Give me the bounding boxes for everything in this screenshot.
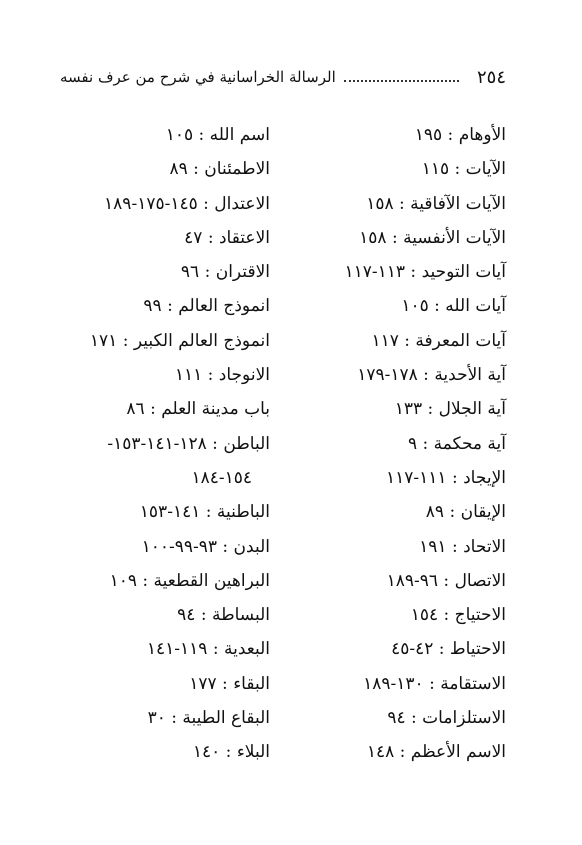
- index-entry: الآيات : ١١٥: [421, 159, 506, 180]
- page-number: ٢٥٤: [476, 66, 506, 88]
- index-entry: الاعتدال : ١٤٥-١٧٥-١٨٩: [104, 193, 270, 214]
- index-entry: آيات الله : ١٠٥: [401, 296, 506, 317]
- index-entry: الاقتران : ٩٦: [180, 262, 270, 283]
- index-entry: البقاء : ١٧٧: [189, 673, 270, 694]
- index-entry: الاتصال : ٩٦-١٨٩: [386, 570, 506, 591]
- index-column-right: [296, 118, 506, 770]
- index-entry: اسم الله : ١٠٥: [165, 125, 270, 145]
- index-entry: الآيات الأنفسية : ١٥٨: [359, 227, 506, 248]
- index-entry: البعدية : ١١٩-١٤١: [146, 639, 270, 660]
- index-column-left: [60, 118, 270, 770]
- index-entry: آية الجلال : ١٣٣: [394, 399, 506, 420]
- index-entry: الاستلزامات : ٩٤: [387, 708, 506, 729]
- index-entry: الباطن : ١٢٨-١٤١-١٥٣-: [107, 433, 270, 454]
- index-entry: انموذج العالم الكبير : ١٧١: [89, 330, 270, 351]
- index-entry: الآيات الآفاقية : ١٥٨: [366, 193, 506, 214]
- index-entry: البساطة : ٩٤: [177, 605, 270, 626]
- index-entry: باب مدينة العلم : ٨٦: [126, 399, 270, 420]
- index-entry: آيات المعرفة : ١١٧: [371, 330, 506, 351]
- dotted-leader: [344, 72, 459, 82]
- index-entry: الاحتياط : ٤٢-٤٥: [391, 639, 506, 660]
- page-header: [60, 64, 506, 90]
- index-entry: البدن : ٩٣-٩٩-١٠٠: [141, 536, 270, 557]
- index-columns: [60, 118, 506, 768]
- index-entry: الأوهام : ١٩٥: [414, 125, 506, 145]
- index-entry: الإيقان : ٨٩: [425, 502, 506, 523]
- index-entry: الاتحاد : ١٩١: [419, 536, 506, 557]
- index-entry: آية محكمة : ٩: [407, 433, 506, 454]
- index-entry: الاسم الأعظم : ١٤٨: [366, 742, 506, 763]
- index-entry: آية الأحدية : ١٧٨-١٧٩: [357, 365, 506, 386]
- index-entry: الاطمئنان : ٨٩: [169, 159, 270, 180]
- index-entry: البلاء : ١٤٠: [192, 742, 270, 763]
- running-title: الرسالة الخراسانية في شرح من عرف نفسه: [60, 68, 336, 86]
- index-entry: الاعتقاد : ٤٧: [184, 227, 270, 248]
- index-entry: آيات التوحيد : ١١٣-١١٧: [344, 262, 506, 283]
- index-entry: انموذج العالم : ٩٩: [143, 296, 270, 317]
- index-entry: البقاع الطيبة : ٣٠: [147, 708, 270, 729]
- index-entry: الباطنية : ١٤١-١٥٣: [139, 502, 270, 523]
- index-entry: الإيجاد : ١١١-١١٧: [386, 467, 506, 488]
- index-entry-continuation: ١٥٤-١٨٤: [191, 467, 252, 488]
- index-entry: الانوجاد : ١١١: [174, 365, 270, 386]
- index-entry: الاستقامة : ١٣٠-١٨٩: [363, 673, 506, 694]
- index-entry: البراهين القطعية : ١٠٩: [109, 570, 270, 591]
- index-entry: الاحتياج : ١٥٤: [410, 605, 506, 626]
